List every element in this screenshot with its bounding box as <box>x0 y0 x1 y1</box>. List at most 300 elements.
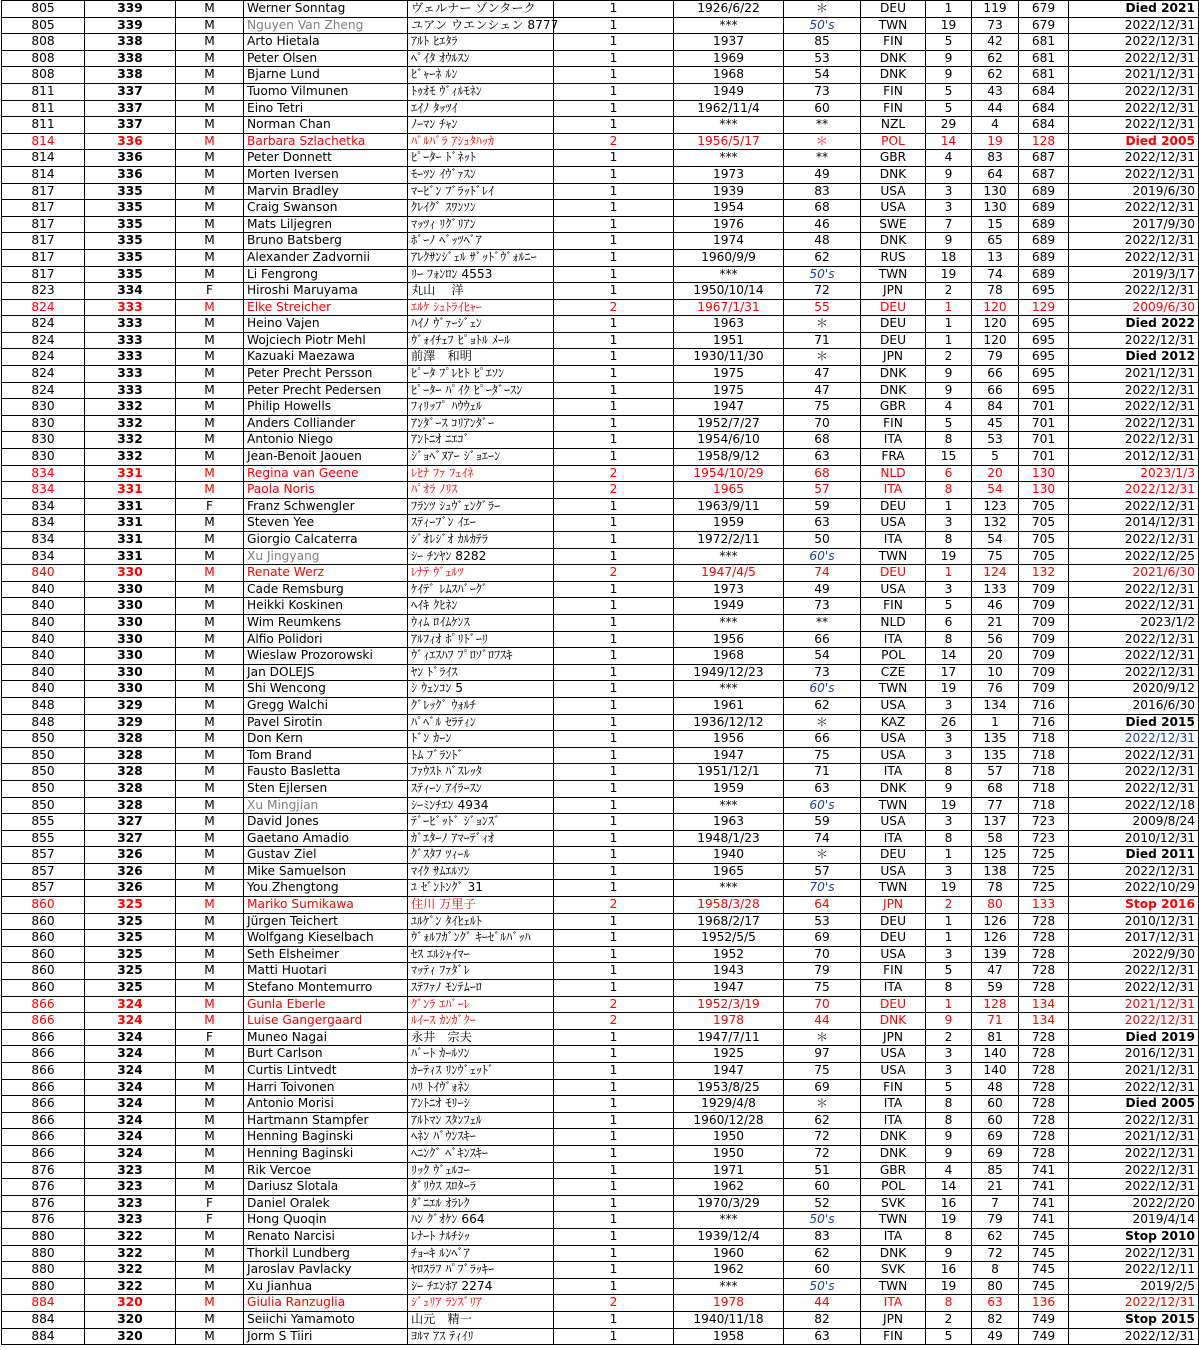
count-cell: 1 <box>554 349 674 366</box>
world-rank-cell: 701 <box>1019 449 1069 466</box>
age-cell: 60 <box>784 1262 861 1279</box>
date-cell: 2019/6/30 <box>1069 183 1199 200</box>
date-cell: 2022/12/31 <box>1069 332 1199 349</box>
name-cell: Hartmann Stampfer <box>244 1112 408 1129</box>
rank-cell: 817 <box>2 200 85 217</box>
name-cell: Peter Precht Persson <box>244 366 408 383</box>
count-cell: 1 <box>554 1245 674 1262</box>
country-code-cell: 18 <box>926 249 972 266</box>
country-cell: DEU <box>861 996 926 1013</box>
table-row <box>2 631 1199 648</box>
count-cell: 1 <box>554 863 674 880</box>
table-row <box>2 432 1199 449</box>
country-rank-cell: 54 <box>972 532 1019 549</box>
rank-cell: 860 <box>2 980 85 997</box>
table-row <box>2 1 1199 18</box>
country-rank-cell: 71 <box>972 1013 1019 1030</box>
kana-name-cell: ﾚﾅﾃ ｳﾞｪﾙﾂ <box>408 565 554 582</box>
score-cell: 324 <box>85 1112 176 1129</box>
table-row <box>2 1029 1199 1046</box>
date-cell: 2021/12/31 <box>1069 67 1199 84</box>
rank-cell: 876 <box>2 1212 85 1229</box>
score-cell: 330 <box>85 648 176 665</box>
age-cell: 57 <box>784 863 861 880</box>
country-rank-cell: 75 <box>972 548 1019 565</box>
kana-name-cell: ｳｨﾑ ﾛｲﾑｹﾝｽ <box>408 614 554 631</box>
table-row <box>2 1278 1199 1295</box>
count-cell: 1 <box>554 1063 674 1080</box>
country-rank-cell: 58 <box>972 830 1019 847</box>
kana-name-cell: ﾏｰﾋﾞﾝ ﾌﾞﾗｯﾄﾞﾚｲ <box>408 183 554 200</box>
age-cell: 57 <box>784 482 861 499</box>
score-cell: 336 <box>85 166 176 183</box>
date-cell: 2022/12/31 <box>1069 980 1199 997</box>
world-rank-cell: 695 <box>1019 316 1069 333</box>
rank-cell: 830 <box>2 449 85 466</box>
rank-cell: 840 <box>2 581 85 598</box>
age-cell: 63 <box>784 449 861 466</box>
date-cell: 2020/9/12 <box>1069 681 1199 698</box>
world-rank-cell: 728 <box>1019 1112 1069 1129</box>
country-code-cell: 8 <box>926 1096 972 1113</box>
country-cell: ITA <box>861 1295 926 1312</box>
name-cell: Rik Vercoe <box>244 1162 408 1179</box>
country-cell: DNK <box>861 233 926 250</box>
world-rank-cell: 728 <box>1019 946 1069 963</box>
rank-cell: 850 <box>2 747 85 764</box>
country-code-cell: 5 <box>926 100 972 117</box>
date-cell: 2022/12/31 <box>1069 664 1199 681</box>
age-cell: 44 <box>784 1295 861 1312</box>
world-rank-cell: 723 <box>1019 830 1069 847</box>
table-row <box>2 1096 1199 1113</box>
score-cell: 328 <box>85 747 176 764</box>
count-cell: 1 <box>554 100 674 117</box>
birth-date-cell: 1939/12/4 <box>674 1228 784 1245</box>
country-code-cell: 4 <box>926 399 972 416</box>
age-cell: 62 <box>784 249 861 266</box>
world-rank-cell: 718 <box>1019 747 1069 764</box>
count-cell: 1 <box>554 1278 674 1295</box>
date-cell: 2022/12/31 <box>1069 399 1199 416</box>
rank-cell: 860 <box>2 930 85 947</box>
world-rank-cell: 695 <box>1019 366 1069 383</box>
score-cell: 331 <box>85 465 176 482</box>
world-rank-cell: 745 <box>1019 1278 1069 1295</box>
sex-cell: M <box>176 465 244 482</box>
birth-date-cell: 1951/12/1 <box>674 764 784 781</box>
age-cell: 73 <box>784 598 861 615</box>
country-code-cell: 1 <box>926 565 972 582</box>
table-row <box>2 283 1199 300</box>
sex-cell: M <box>176 133 244 150</box>
kana-name-cell: ｸﾞﾚｯｸﾞ ｳｫﾙﾁ <box>408 697 554 714</box>
country-rank-cell: 20 <box>972 648 1019 665</box>
rank-cell: 876 <box>2 1195 85 1212</box>
world-rank-cell: 705 <box>1019 498 1069 515</box>
name-cell: Shi Wencong <box>244 681 408 698</box>
score-cell: 335 <box>85 216 176 233</box>
world-rank-cell: 701 <box>1019 415 1069 432</box>
country-cell: DEU <box>861 1 926 18</box>
country-rank-cell: 63 <box>972 1295 1019 1312</box>
country-code-cell: 16 <box>926 1262 972 1279</box>
country-cell: SWE <box>861 216 926 233</box>
name-cell: Wojciech Piotr Mehl <box>244 332 408 349</box>
kana-name-cell: 山元 精一 <box>408 1311 554 1328</box>
country-cell: DNK <box>861 1245 926 1262</box>
country-cell: GBR <box>861 399 926 416</box>
age-cell: 62 <box>784 697 861 714</box>
name-cell: Bruno Batsberg <box>244 233 408 250</box>
kana-name-cell: ユアン ウエンシェン 8777 <box>408 17 554 34</box>
country-rank-cell: 5 <box>972 449 1019 466</box>
table-row <box>2 1195 1199 1212</box>
name-cell: Franz Schwengler <box>244 498 408 515</box>
country-code-cell: 15 <box>926 449 972 466</box>
country-cell: DEU <box>861 498 926 515</box>
sex-cell: M <box>176 166 244 183</box>
count-cell: 1 <box>554 249 674 266</box>
kana-name-cell: ｴｲﾉ ﾀｯﾂｲ <box>408 100 554 117</box>
score-cell: 329 <box>85 697 176 714</box>
table-row <box>2 714 1199 731</box>
rank-cell: 850 <box>2 764 85 781</box>
table-row <box>2 614 1199 631</box>
score-cell: 330 <box>85 614 176 631</box>
date-cell: 2022/12/31 <box>1069 1013 1199 1030</box>
age-cell: ＊ <box>784 1 861 18</box>
count-cell: 1 <box>554 283 674 300</box>
age-cell: 48 <box>784 233 861 250</box>
age-cell: 55 <box>784 299 861 316</box>
date-cell: 2022/12/31 <box>1069 863 1199 880</box>
age-cell: ** <box>784 150 861 167</box>
rank-cell: 855 <box>2 830 85 847</box>
country-rank-cell: 137 <box>972 814 1019 831</box>
sex-cell: M <box>176 1046 244 1063</box>
rank-cell: 848 <box>2 714 85 731</box>
country-rank-cell: 49 <box>972 1328 1019 1345</box>
rank-cell: 860 <box>2 963 85 980</box>
age-cell: 44 <box>784 1013 861 1030</box>
country-cell: POL <box>861 1179 926 1196</box>
name-cell: Mariko Sumikawa <box>244 897 408 914</box>
world-rank-cell: 130 <box>1019 482 1069 499</box>
country-cell: DNK <box>861 780 926 797</box>
birth-date-cell: 1954/6/10 <box>674 432 784 449</box>
sex-cell: M <box>176 366 244 383</box>
score-cell: 328 <box>85 780 176 797</box>
sex-cell: M <box>176 249 244 266</box>
age-cell: 49 <box>784 166 861 183</box>
birth-date-cell: 1965 <box>674 863 784 880</box>
country-code-cell: 5 <box>926 1079 972 1096</box>
country-code-cell: 19 <box>926 548 972 565</box>
kana-name-cell: 住川 万里子 <box>408 897 554 914</box>
sex-cell: M <box>176 1179 244 1196</box>
country-cell: FIN <box>861 415 926 432</box>
world-rank-cell: 718 <box>1019 797 1069 814</box>
country-rank-cell: 47 <box>972 963 1019 980</box>
kana-name-cell: ﾉｰﾏﾝ ﾁｬﾝ <box>408 117 554 134</box>
table-row <box>2 880 1199 897</box>
sex-cell: M <box>176 614 244 631</box>
country-code-cell: 1 <box>926 847 972 864</box>
score-cell: 323 <box>85 1179 176 1196</box>
kana-name-cell: ｱﾝﾀﾞｰｽ ｺﾘｱﾝﾀﾞｰ <box>408 415 554 432</box>
name-cell: David Jones <box>244 814 408 831</box>
country-code-cell: 9 <box>926 50 972 67</box>
rank-cell: 855 <box>2 814 85 831</box>
name-cell: Giulia Ranzuglia <box>244 1295 408 1312</box>
kana-name-cell: ﾌｧｳｽﾄ ﾊﾞｽﾚｯﾀ <box>408 764 554 781</box>
country-code-cell: 8 <box>926 830 972 847</box>
rank-cell: 808 <box>2 67 85 84</box>
count-cell: 1 <box>554 1179 674 1196</box>
date-cell: Stop 2015 <box>1069 1311 1199 1328</box>
table-row <box>2 200 1199 217</box>
sex-cell: M <box>176 581 244 598</box>
count-cell: 1 <box>554 183 674 200</box>
name-cell: Marvin Bradley <box>244 183 408 200</box>
date-cell: 2022/12/31 <box>1069 382 1199 399</box>
kana-name-cell: ｼｰﾐﾝﾁｴﾝ 4934 <box>408 797 554 814</box>
date-cell: 2022/12/31 <box>1069 780 1199 797</box>
country-code-cell: 1 <box>926 498 972 515</box>
sex-cell: M <box>176 1145 244 1162</box>
kana-name-cell: ﾏｯﾃｨ ﾌｧﾀﾞﾚ <box>408 963 554 980</box>
rank-cell: 880 <box>2 1245 85 1262</box>
score-cell: 333 <box>85 299 176 316</box>
table-row <box>2 183 1199 200</box>
age-cell: 72 <box>784 1129 861 1146</box>
birth-date-cell: 1940/11/18 <box>674 1311 784 1328</box>
kana-name-cell: 丸山 洋 <box>408 283 554 300</box>
rank-cell: 866 <box>2 1145 85 1162</box>
country-cell: DNK <box>861 366 926 383</box>
birth-date-cell: 1929/4/8 <box>674 1096 784 1113</box>
country-code-cell: 17 <box>926 664 972 681</box>
count-cell: 1 <box>554 631 674 648</box>
rank-cell: 876 <box>2 1162 85 1179</box>
birth-date-cell: 1952/5/5 <box>674 930 784 947</box>
kana-name-cell: ﾓｰﾂﾝ ｲｳﾞｧｽﾝ <box>408 166 554 183</box>
age-cell: 51 <box>784 1162 861 1179</box>
date-cell: Died 2011 <box>1069 847 1199 864</box>
table-row <box>2 697 1199 714</box>
count-cell: 1 <box>554 764 674 781</box>
date-cell: 2022/9/30 <box>1069 946 1199 963</box>
sex-cell: M <box>176 382 244 399</box>
name-cell: Daniel Oralek <box>244 1195 408 1212</box>
name-cell: Heino Vajen <box>244 316 408 333</box>
date-cell: 2022/12/31 <box>1069 249 1199 266</box>
sex-cell: M <box>176 930 244 947</box>
date-cell: 2022/12/31 <box>1069 432 1199 449</box>
country-code-cell: 19 <box>926 1212 972 1229</box>
date-cell: 2022/12/31 <box>1069 415 1199 432</box>
rank-cell: 811 <box>2 100 85 117</box>
score-cell: 328 <box>85 731 176 748</box>
kana-name-cell: ｼｰ ﾁｴﾝﾎｱ 2274 <box>408 1278 554 1295</box>
table-row <box>2 150 1199 167</box>
rank-cell: 866 <box>2 1029 85 1046</box>
name-cell: Muneo Nagai <box>244 1029 408 1046</box>
table-row <box>2 266 1199 283</box>
sex-cell: M <box>176 233 244 250</box>
country-cell: DNK <box>861 1145 926 1162</box>
country-code-cell: 19 <box>926 266 972 283</box>
name-cell: Philip Howells <box>244 399 408 416</box>
country-cell: TWN <box>861 17 926 34</box>
birth-date-cell: 1952 <box>674 946 784 963</box>
rank-cell: 880 <box>2 1228 85 1245</box>
name-cell: Xu Mingjian <box>244 797 408 814</box>
rank-cell: 857 <box>2 863 85 880</box>
age-cell: 75 <box>784 1063 861 1080</box>
name-cell: Mats Liljegren <box>244 216 408 233</box>
birth-date-cell: 1968 <box>674 648 784 665</box>
name-cell: Don Kern <box>244 731 408 748</box>
country-cell: ITA <box>861 1096 926 1113</box>
country-code-cell: 3 <box>926 1046 972 1063</box>
birth-date-cell: *** <box>674 614 784 631</box>
world-rank-cell: 709 <box>1019 681 1069 698</box>
birth-date-cell: 1925 <box>674 1046 784 1063</box>
table-row <box>2 1063 1199 1080</box>
country-rank-cell: 79 <box>972 349 1019 366</box>
rank-cell: 805 <box>2 17 85 34</box>
sex-cell: F <box>176 283 244 300</box>
score-cell: 322 <box>85 1228 176 1245</box>
score-cell: 324 <box>85 1079 176 1096</box>
count-cell: 1 <box>554 614 674 631</box>
birth-date-cell: 1962/11/4 <box>674 100 784 117</box>
rank-cell: 884 <box>2 1328 85 1345</box>
table-row <box>2 747 1199 764</box>
country-rank-cell: 138 <box>972 863 1019 880</box>
world-rank-cell: 725 <box>1019 863 1069 880</box>
world-rank-cell: 689 <box>1019 200 1069 217</box>
birth-date-cell: *** <box>674 797 784 814</box>
country-rank-cell: 130 <box>972 200 1019 217</box>
country-cell: SVK <box>861 1262 926 1279</box>
sex-cell: M <box>176 996 244 1013</box>
table-row <box>2 847 1199 864</box>
name-cell: Alfio Polidori <box>244 631 408 648</box>
sex-cell: M <box>176 1063 244 1080</box>
country-rank-cell: 128 <box>972 996 1019 1013</box>
date-cell: 2022/12/31 <box>1069 150 1199 167</box>
kana-name-cell: ﾊﾞｰﾄ ｶｰﾙｿﾝ <box>408 1046 554 1063</box>
birth-date-cell: *** <box>674 150 784 167</box>
world-rank-cell: 134 <box>1019 1013 1069 1030</box>
count-cell: 1 <box>554 34 674 51</box>
country-rank-cell: 139 <box>972 946 1019 963</box>
count-cell: 1 <box>554 67 674 84</box>
country-rank-cell: 62 <box>972 50 1019 67</box>
age-cell: 63 <box>784 780 861 797</box>
count-cell: 1 <box>554 382 674 399</box>
rank-cell: 830 <box>2 399 85 416</box>
country-code-cell: 9 <box>926 366 972 383</box>
birth-date-cell: 1975 <box>674 382 784 399</box>
count-cell: 1 <box>554 50 674 67</box>
count-cell: 1 <box>554 963 674 980</box>
table-row <box>2 1245 1199 1262</box>
rank-cell: 824 <box>2 382 85 399</box>
world-rank-cell: 684 <box>1019 100 1069 117</box>
age-cell: ＊ <box>784 714 861 731</box>
name-cell: Barbara Szlachetka <box>244 133 408 150</box>
date-cell: 2009/8/24 <box>1069 814 1199 831</box>
count-cell: 1 <box>554 731 674 748</box>
date-cell: Died 2015 <box>1069 714 1199 731</box>
kana-name-cell: ｼﾞｮﾍﾞﾇｱｰ ｼﾞｮｴｰﾝ <box>408 449 554 466</box>
date-cell: 2022/12/31 <box>1069 34 1199 51</box>
kana-name-cell: ｱﾙﾄ ﾋｴﾀﾗ <box>408 34 554 51</box>
country-rank-cell: 4 <box>972 117 1019 134</box>
country-code-cell: 8 <box>926 482 972 499</box>
country-cell: JPN <box>861 1029 926 1046</box>
score-cell: 331 <box>85 515 176 532</box>
score-cell: 330 <box>85 598 176 615</box>
country-cell: ITA <box>861 764 926 781</box>
birth-date-cell: 1975 <box>674 366 784 383</box>
country-cell: TWN <box>861 266 926 283</box>
world-rank-cell: 745 <box>1019 1262 1069 1279</box>
name-cell: Nguyen Van Zheng <box>244 17 408 34</box>
country-cell: DNK <box>861 382 926 399</box>
world-rank-cell: 709 <box>1019 631 1069 648</box>
kana-name-cell: ﾍﾈﾝ ﾊﾞｳﾝｽｷｰ <box>408 1129 554 1146</box>
rank-cell: 817 <box>2 183 85 200</box>
age-cell: 52 <box>784 1195 861 1212</box>
kana-name-cell: ﾘｰ ﾌｫﾝﾛﾝ 4553 <box>408 266 554 283</box>
score-cell: 339 <box>85 17 176 34</box>
country-cell: USA <box>861 697 926 714</box>
count-cell: 1 <box>554 847 674 864</box>
kana-name-cell: ｼ ｳｪﾝｺﾝ 5 <box>408 681 554 698</box>
world-rank-cell: 679 <box>1019 1 1069 18</box>
world-rank-cell: 728 <box>1019 1145 1069 1162</box>
name-cell: Fausto Basletta <box>244 764 408 781</box>
score-cell: 328 <box>85 797 176 814</box>
country-cell: USA <box>861 200 926 217</box>
count-cell: 1 <box>554 548 674 565</box>
table-row <box>2 299 1199 316</box>
name-cell: Anders Colliander <box>244 415 408 432</box>
birth-date-cell: 1954/10/29 <box>674 465 784 482</box>
kana-name-cell: ﾄﾞﾝ ｶｰﾝ <box>408 731 554 748</box>
score-cell: 325 <box>85 930 176 947</box>
count-cell: 1 <box>554 581 674 598</box>
score-cell: 330 <box>85 565 176 582</box>
country-rank-cell: 120 <box>972 332 1019 349</box>
sex-cell: M <box>176 1 244 18</box>
birth-date-cell: 1953/8/25 <box>674 1079 784 1096</box>
country-cell: GBR <box>861 1162 926 1179</box>
score-cell: 323 <box>85 1212 176 1229</box>
rank-cell: 830 <box>2 415 85 432</box>
name-cell: Seth Elsheimer <box>244 946 408 963</box>
score-cell: 327 <box>85 830 176 847</box>
score-cell: 335 <box>85 233 176 250</box>
country-rank-cell: 72 <box>972 1245 1019 1262</box>
sex-cell: M <box>176 83 244 100</box>
rank-cell: 814 <box>2 133 85 150</box>
